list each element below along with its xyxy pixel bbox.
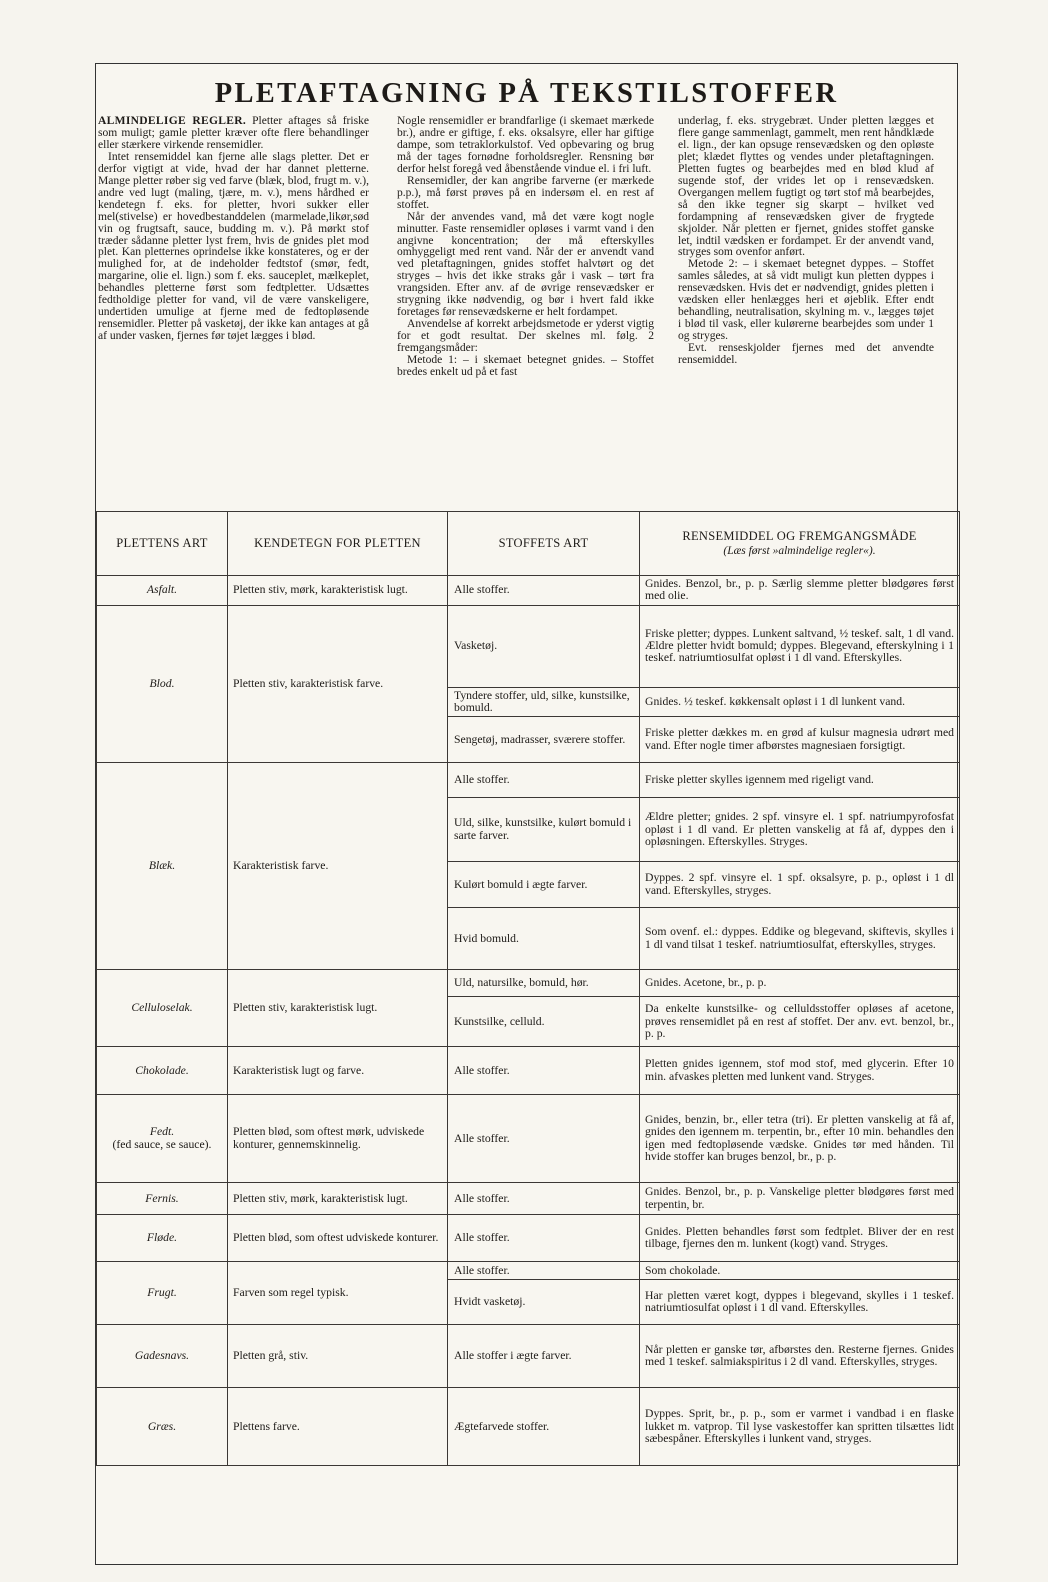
fabric-type-cell: Uld, natursilke, bomuld, hør. xyxy=(448,970,640,997)
table-row xyxy=(97,1183,960,1215)
remedy-cell: Friske pletter; dyppes. Lunkent saltvand, ½ teskef. salt, 1 dl vand. Ældre pletter hvidt bomuld; dyppes. Blegevand, efterskylning i 1 teskef. natriumtiosulfat opløst i 1 dl vand. Efterskylles. xyxy=(640,605,960,687)
stain-type-cell: Celluloselak. xyxy=(97,970,228,1047)
header-fabric-type: STOFFETS ART xyxy=(448,512,640,576)
document-title: PLETAFTAGNING PÅ TEKSTILSTOFFER xyxy=(214,78,839,109)
table-row xyxy=(97,1262,960,1280)
stain-sign-cell: Pletten stiv, mørk, karakteristisk lugt. xyxy=(228,576,448,606)
remedy-cell: Friske pletter dækkes m. en grød af kulsur magnesia udrørt med vand. Efter nogle timer afbørstes magnesiaen forsigtigt. xyxy=(640,717,960,763)
fabric-type-cell: Hvid bomuld. xyxy=(448,908,640,970)
fabric-type-cell: Alle stoffer. xyxy=(448,1047,640,1095)
rules-paragraph: Intet rensemiddel kan fjerne alle slags pletter. Det er derfor vigtigt at vide, hvad der har dannet pletterne. Mange pletter røber sig ved farve (blæk, blod, frugt m. v.), andre ved lugt (maling, tjære, m. v.), mens hårdhed er kendetegn f. eks. for pletter, hvori sukker eller mel(stivelse) er hovedbestanddelen (marmelade,likør,sød vin og frugtsaft, sauce, budding m. v.). På mørkt stof træder sådanne pletter lyst frem, hvis de gnides plet mod plet. Kan pletternes oprindelse ikke konstateres, og er der mulighed for, at de indeholder fedtstof (smør, fedt, margarine, olie el. lign.) som f. eks. sauceplet, mælkeplet, behandles pletterne først som fedtpletter. Udsættes fedtholdige pletter for vand, vil de være vanskeligere, undertiden umulige at fjerne med de fedtopløsende rensemidler. Pletter på vasketøj, der ikke kan antages at gå af under vasken, fjernes før tøjet lægges i blød. xyxy=(98,150,369,343)
fabric-type-cell: Sengetøj, madrasser, sværere stoffer. xyxy=(448,717,640,763)
remedy-cell: Gnides. Benzol, br., p. p. Særlig slemme pletter blødgøres først med olie. xyxy=(640,576,960,606)
stain-sign-cell: Plettens farve. xyxy=(228,1388,448,1466)
fabric-type-cell: Alle stoffer. xyxy=(448,1183,640,1215)
stain-sign-cell: Pletten blød, som oftest udviskede konturer. xyxy=(228,1215,448,1262)
rules-paragraph: Anvendelse af korrekt arbejdsmetode er yderst vigtig for et godt resultat. Der skelnes ml. følg. 2 fremgangsmåder: xyxy=(397,318,654,355)
table-row xyxy=(97,763,960,798)
remedy-cell: Har pletten været kogt, dyppes i blegevand, skylles i 1 teskef. natriumtiosulfat opløst i 1 dl vand. Efterskylles. xyxy=(640,1280,960,1325)
remedy-cell: Når pletten er ganske tør, afbørstes den. Resterne fjernes. Gnides med 1 teskef. salmiakspiritus i 2 dl vand. Efterskylles, stryges. xyxy=(640,1325,960,1388)
rules-paragraph: Rensemidler, der kan angribe farverne (er mærkede p.p.), må først prøves på en indersøm el. en rest af stoffet. xyxy=(397,174,654,211)
table-row xyxy=(97,1095,960,1183)
fabric-type-cell: Alle stoffer. xyxy=(448,1262,640,1280)
header-stain-type: PLETTENS ART xyxy=(97,512,228,576)
header-remedy xyxy=(640,512,960,576)
fabric-type-cell: Kulørt bomuld i ægte farver. xyxy=(448,862,640,908)
fabric-type-cell: Alle stoffer. xyxy=(448,763,640,798)
rules-paragraph: Metode 1: – i skemaet betegnet gnides. – Stoffet bredes enkelt ud på et fast xyxy=(397,354,654,379)
remedy-cell: Ældre pletter; gnides. 2 spf. vinsyre el. 1 spf. natriumpyrofosfat opløst i 1 dl vand. Er pletten vanskelig at få af, dyppes den i opløsningen. Efterskylles. Stryges. xyxy=(640,798,960,862)
stain-sign-cell: Pletten blød, som oftest mørk, udviskede konturer, gennemskinnelig. xyxy=(228,1095,448,1183)
remedy-cell: Friske pletter skylles igennem med rigeligt vand. xyxy=(640,763,960,798)
rules-column-2 xyxy=(397,116,654,379)
table-header-row xyxy=(97,512,960,576)
fabric-type-cell: Alle stoffer. xyxy=(448,1095,640,1183)
rules-text: Pletter aftages så friske som muligt; gamle pletter kræver ofte flere behandlinger eller stærkere virkende rensemidler. xyxy=(98,115,369,151)
table-row xyxy=(97,605,960,687)
stain-sign-cell: Karakteristisk farve. xyxy=(228,763,448,970)
table-row xyxy=(97,576,960,606)
stain-sign-cell: Pletten stiv, mørk, karakteristisk lugt. xyxy=(228,1183,448,1215)
stain-sign-cell: Pletten grå, stiv. xyxy=(228,1325,448,1388)
fabric-type-cell: Uld, silke, kunstsilke, kulørt bomuld i sarte farver. xyxy=(448,798,640,862)
remedy-cell: Dyppes. 2 spf. vinsyre el. 1 spf. oksalsyre, p. p., opløst i 1 dl vand. Efterskylles, stryges. xyxy=(640,862,960,908)
stain-type-cell: Asfalt. xyxy=(97,576,228,606)
table-row xyxy=(97,1215,960,1262)
stain-type-note: (fed sauce, se sauce). xyxy=(112,1137,212,1151)
stain-type-cell xyxy=(97,1095,228,1183)
stain-sign-cell: Karakteristisk lugt og farve. xyxy=(228,1047,448,1095)
remedy-cell: Som ovenf. el.: dyppes. Eddike og blegevand, skiftevis, skylles i 1 dl vand tilsat 1 teskef. natriumtiosulfat, efterskylles, stryges. xyxy=(640,908,960,970)
remedy-cell: Som chokolade. xyxy=(640,1262,960,1280)
rules-paragraph xyxy=(98,116,369,152)
fabric-type-cell: Kunstsilke, celluld. xyxy=(448,997,640,1047)
fabric-type-cell: Ægtefarvede stoffer. xyxy=(448,1388,640,1466)
fabric-type-cell: Hvidt vasketøj. xyxy=(448,1280,640,1325)
stain-sign-cell: Pletten stiv, karakteristisk farve. xyxy=(228,605,448,763)
remedy-cell: Gnides. Acetone, br., p. p. xyxy=(640,970,960,997)
remedy-cell: Gnides. ½ teskef. køkkensalt opløst i 1 dl lunkent vand. xyxy=(640,687,960,717)
stain-type-cell: Græs. xyxy=(97,1388,228,1466)
table-row xyxy=(97,1325,960,1388)
rules-paragraph: Metode 2: – i skemaet betegnet dyppes. – Stoffet samles således, at så vidt muligt kun pletten dyppes i rensevædsken. Hvis det er nødvendigt, gnides pletten i vædsken eller henlægges heri et øjeblik. Efter endt behandling, neutralisation, skylning m. v., lægges tøjet i blød til vask, eller kulørerne bearbejdes som under 1 og stryges. xyxy=(678,258,934,343)
remedy-cell: Gnides. Pletten behandles først som fedtplet. Bliver der en rest tilbage, fjernes den m. lunkent (kogt) vand. Stryges. xyxy=(640,1215,960,1262)
stain-type-cell: Gadesnavs. xyxy=(97,1325,228,1388)
stain-type-cell: Frugt. xyxy=(97,1262,228,1325)
rules-column-1 xyxy=(98,116,369,343)
header-remedy-note: (Læs først »almindelige regler«). xyxy=(723,544,876,557)
stain-type-cell: Blod. xyxy=(97,605,228,763)
table-row xyxy=(97,1047,960,1095)
stain-type-cell: Blæk. xyxy=(97,763,228,970)
stain-type-cell: Fernis. xyxy=(97,1183,228,1215)
stain-removal-table xyxy=(96,511,960,1466)
fabric-type-cell: Alle stoffer. xyxy=(448,1215,640,1262)
rules-paragraph: Evt. renseskjolder fjernes med det anvendte rensemiddel. xyxy=(678,342,934,367)
remedy-cell: Da enkelte kunstsilke- og celluldsstoffer opløses af acetone, prøves rensemidlet på en rest af stoffet. Der anv. evt. benzol, br., p. p. xyxy=(640,997,960,1047)
stain-type-cell: Chokolade. xyxy=(97,1047,228,1095)
rules-paragraph: underlag, f. eks. strygebræt. Under pletten lægges et flere gange sammenlagt, gammelt, men rent håndklæde el. lign., der kan opsuge rensevædsken og den opløste plet; klædet flyttes og vendes under pletaftagningen. Pletten fugtes og bearbejdes med en blød klud af sugende stof, der vrides let op i rensevædsken. Overgangen mellem fugtigt og tørt stof må bearbejdes, så den ikke tegner sig skarpt – hvilket ved fordampning af rensevædsken giver de frygtede skjolder. Når pletten er fjernet, gnides stoffet ganske let, indtil vædsken er fordampet. Er der anvendt vand, stryges som ovenfor anført. xyxy=(678,115,934,259)
rules-paragraph: Nogle rensemidler er brandfarlige (i skemaet mærkede br.), andre er giftige, f. eks. oksalsyre, eller har giftige dampe, som tetraklorkulstof. Ved opbevaring og brug må der tages fornødne forholdsregler. Rensning bør derfor helst foregå ved åbenstående vindue el. i fri luft. xyxy=(397,115,654,175)
remedy-cell: Gnides. Benzol, br., p. p. Vanskelige pletter blødgøres først med terpentin, br. xyxy=(640,1183,960,1215)
header-stain-sign: KENDETEGN FOR PLETTEN xyxy=(228,512,448,576)
table-row xyxy=(97,1388,960,1466)
stain-sign-cell: Pletten stiv, karakteristisk lugt. xyxy=(228,970,448,1047)
fabric-type-cell: Vasketøj. xyxy=(448,605,640,687)
remedy-cell: Pletten gnides igennem, stof mod stof, med glycerin. Efter 10 min. afvaskes pletten med lunkent vand. Stryges. xyxy=(640,1047,960,1095)
fabric-type-cell: Alle stoffer i ægte farver. xyxy=(448,1325,640,1388)
fabric-type-cell: Alle stoffer. xyxy=(448,576,640,606)
stain-type-label: Fedt. xyxy=(149,1125,175,1139)
fabric-type-cell: Tyndere stoffer, uld, silke, kunstsilke, bomuld. xyxy=(448,687,640,717)
rules-column-3 xyxy=(678,116,934,367)
stain-sign-cell: Farven som regel typisk. xyxy=(228,1262,448,1325)
rules-heading: ALMINDELIGE REGLER. xyxy=(98,115,247,127)
remedy-cell: Gnides, benzin, br., eller tetra (tri). Er pletten vanskelig at få af, gnides den igennem m. terpentin, br., efter 10 min. behandles den igen med fedtopløsende vædske. Gnides tør med hånden. Til hvide stoffer kan bruges benzol, br., p. p. xyxy=(640,1095,960,1183)
stain-type-cell: Fløde. xyxy=(97,1215,228,1262)
rules-paragraph: Når der anvendes vand, må det være kogt nogle minutter. Faste rensemidler opløses i varmt vand i den angivne koncentration; der må efterskylles omhyggeligt med rent vand. Når der er anvendt vand ved pletaftagningen, gnides stoffet halvtørt og det stryges – hvis det ikke straks går i vask – tørt fra vrangsiden. Efter anv. af de øvrige rensevædsker er strygning ikke nødvendig, og bør i hvert fald ikke foretages før rensevædskerne er helt fordampet. xyxy=(397,210,654,319)
document-page xyxy=(95,63,958,1565)
table-row xyxy=(97,970,960,997)
header-remedy-label: RENSEMIDDEL OG FREMGANGSMÅDE xyxy=(682,528,917,543)
remedy-cell: Dyppes. Sprit, br., p. p., som er varmet i vandbad i en flaske lukket m. vatprop. Til lyse vaskestoffer kan spritten tilsættes lidt sæbespåner. Efterskylles i lunkent vand, stryges. xyxy=(640,1388,960,1466)
